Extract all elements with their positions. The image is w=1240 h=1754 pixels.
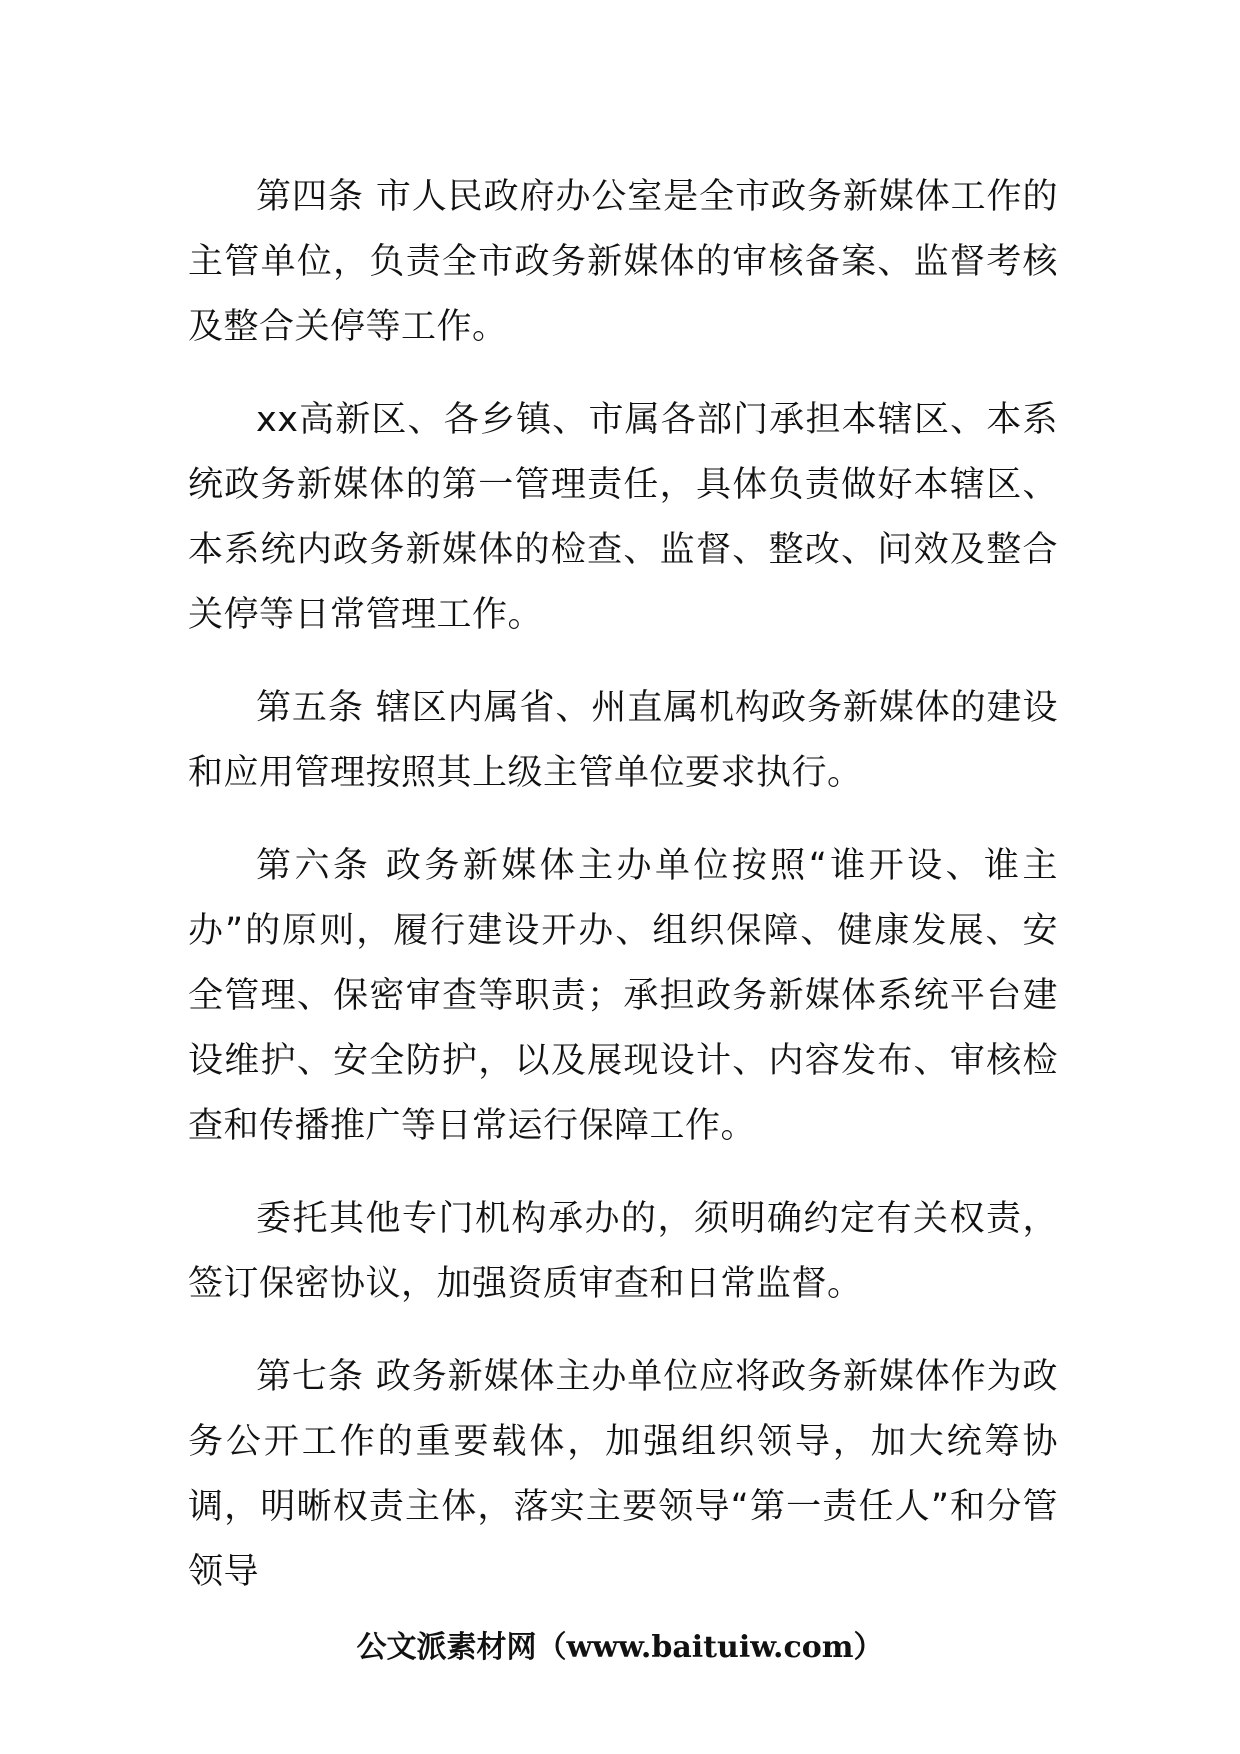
footer-watermark: 公文派素材网（www.baituiw.com） <box>356 1630 884 1665</box>
paragraph-article-6: 第六条 政务新媒体主办单位按照“谁开设、谁主办”的原则，履行建设开办、组织保障、健康发展、安全管理、保密审查等职责；承担政务新媒体系统平台建设维护、安全防护，以及展现设计、内容发布、审核检查和传播推广等日常运行保障工作。 <box>188 846 1058 1146</box>
paragraph-article-7: 第七条 政务新媒体主办单位应将政务新媒体作为政务公开工作的重要载体，加强组织领导，加大统筹协调，明晰权责主体，落实主要领导“第一责任人”和分管领导 <box>188 1357 1058 1592</box>
paragraph-management-responsibility: xx高新区、各乡镇、市属各部门承担本辖区、本系统政务新媒体的第一管理责任，具体负责做好本辖区、本系统内政务新媒体的检查、监督、整改、问效及整合关停等日常管理工作。 <box>188 400 1058 635</box>
document-body <box>188 165 1058 1605</box>
paragraph-article-4: 第四条 市人民政府办公室是全市政务新媒体工作的主管单位，负责全市政务新媒体的审核备案、监督考核及整合关停等工作。 <box>188 177 1058 347</box>
paragraph-article-5: 第五条 辖区内属省、州直属机构政务新媒体的建设和应用管理按照其上级主管单位要求执行。 <box>188 688 1058 793</box>
paragraph-entrusted-agencies: 委托其他专门机构承办的，须明确约定有关权责，签订保密协议，加强资质审查和日常监督。 <box>188 1199 1058 1304</box>
